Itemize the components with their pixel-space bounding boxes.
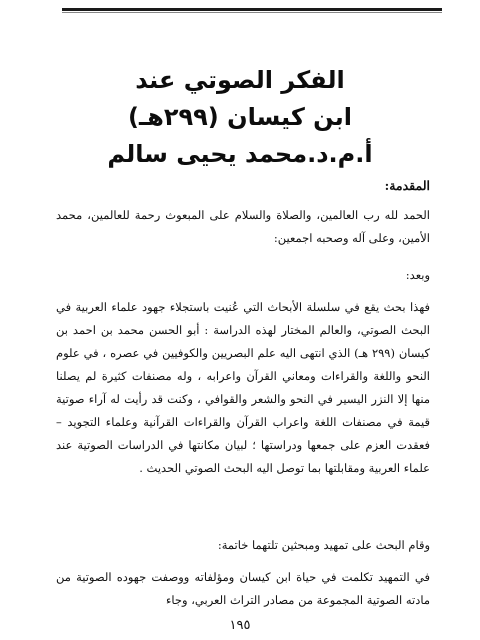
- paragraph-praise: الحمد لله رب العالمين، والصلاة والسلام على المبعوث رحمة للعالمين، محمد الأمين، وعلى آله وصحبه اجمعين:: [56, 208, 430, 245]
- salutation: وبعد:: [405, 268, 430, 282]
- page-number: ١٩٥: [229, 618, 251, 633]
- paragraph-intro: فهذا بحث يقع في سلسلة الأبحاث التي عُنيت باستجلاء جهود علماء العربية في البحث الصوتي، والعالم المختار لهذه الدراسة : أبو الحسن محمد بن احمد بن كيسان (٢٩٩ هـ) الذي انتهى اليه علم البصريين والكوفيين في عصره ، في علوم النحو واللغة والقراءات ومعاني القرآن واعرابه ، وله مصنفات كثيرة لم يصلنا منها إلا النزر اليسير في النحو والشعر والقوافي ، وكنت قد رأيت له آراء صوتية قيمة في مصنفات اللغة واعراب القرآن والقراءات القرآنية وعلماء التجويد – فعقدت العزم على جمعها ودراستها ؛ لبيان مكانتها في الدراسات الصوتية عند علماء العربية ومقابلتها بما توصل اليه البحث الصوتي الحديث .: [56, 300, 430, 475]
- title-line-1: الفكر الصوتي عند: [135, 66, 345, 94]
- paragraph-structure: وقام البحث على تمهيد ومبحثين تلتهما خاتمة:: [217, 538, 430, 552]
- title-block: [40, 62, 440, 173]
- title-line-2: ابن كيسان (٢٩٩هـ): [128, 103, 352, 131]
- author-name: أ.م.د.محمد يحيى سالم: [107, 140, 373, 168]
- paragraph-preface: في التمهيد تكلمت في حياة ابن كيسان ومؤلفاته ووصفت جهوده الصوتية من مادته الصوتية المجموعة من مصادر التراث العربي، وجاء: [56, 570, 430, 607]
- header-rule-thin: [62, 12, 442, 13]
- intro-heading: المقدمة:: [384, 178, 430, 193]
- header-rule: [62, 8, 442, 11]
